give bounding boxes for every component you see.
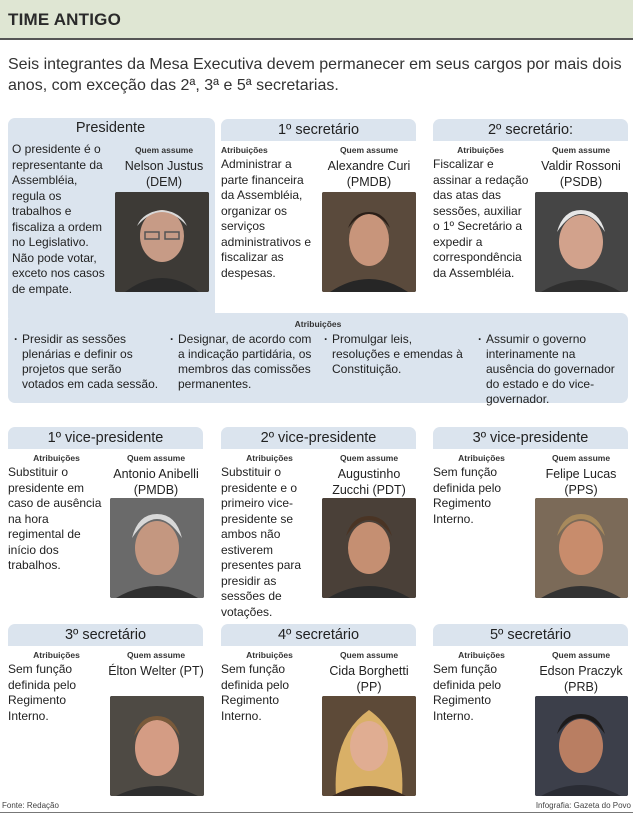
- president-photo: [115, 192, 209, 292]
- card-2-text: Fiscalizar e assinar a redação das atas das sessões, auxiliar o 1º Secretário a expedir a correspondência da Assembléia.: [433, 157, 529, 280]
- card-3-who-label: Quem assume: [126, 453, 186, 463]
- card-1-attr-label: Atribuições: [221, 145, 268, 155]
- card-8-attr-label: Atribuições: [458, 650, 505, 660]
- card-1-text: Administrar a parte financeira da Assembléia, organizar os serviços administrativos e fiscalizar as despesas.: [221, 157, 312, 280]
- card-1-role: 1º secretário: [221, 119, 416, 141]
- card-6-role: 3º secretário: [8, 624, 203, 646]
- card-3-attr-label: Atribuições: [33, 453, 80, 463]
- header-bar: [0, 0, 633, 40]
- card-2-photo: [535, 192, 628, 292]
- bullet-2: · Designar, de acordo com a indicação partidária, os membros das comissões permanentes.: [178, 332, 318, 392]
- card-3-name: Antonio Anibelli (PMDB): [113, 467, 199, 497]
- card-4-role: 2º vice-presidente: [221, 427, 416, 449]
- bullet-3: · Promulgar leis, resoluções e emendas à Constituição.: [332, 332, 472, 377]
- card-6-text: Sem função definida pelo Regimento Interno.: [8, 662, 77, 723]
- card-5-role: 3º vice-presidente: [433, 427, 628, 449]
- card-4-photo: [322, 498, 416, 598]
- bullet-1: · Presidir as sessões plenárias e definir os projetos que serão votados em cada sessão.: [22, 332, 162, 392]
- president-who-label: Quem assume: [134, 145, 194, 155]
- card-3-text: Substituir o presidente em caso de ausência na hora regimental de início dos trabalhos.: [8, 465, 102, 572]
- card-4-who-label: Quem assume: [339, 453, 399, 463]
- president-role: Presidente: [75, 120, 146, 136]
- card-5-photo: [535, 498, 628, 598]
- card-7-attr-label: Atribuições: [246, 650, 293, 660]
- card-8-role: 5º secretário: [433, 624, 628, 646]
- card-5-name: Felipe Lucas (PPS): [545, 467, 617, 497]
- attributions-heading: Atribuições: [294, 319, 342, 329]
- card-5-attr-label: Atribuições: [458, 453, 505, 463]
- card-6-who-label: Quem assume: [126, 650, 186, 660]
- card-7-name: Cida Borghetti (PP): [329, 664, 409, 694]
- card-2-name: Valdir Rossoni (PSDB): [541, 159, 621, 189]
- card-2-attr-label: Atribuições: [457, 145, 504, 155]
- card-4-attr-label: Atribuições: [246, 453, 293, 463]
- president-text: O presidente é o representante da Assembléia, regula os trabalhos e fiscaliza a ordem no Legislativo. Não pode votar, exceto nos casos de empate.: [12, 142, 105, 296]
- page-title: TIME ANTIGO: [8, 10, 122, 29]
- card-7-who-label: Quem assume: [339, 650, 399, 660]
- card-1-who-label: Quem assume: [339, 145, 399, 155]
- source-note: Fonte: Redação: [2, 801, 59, 810]
- card-2-who-label: Quem assume: [551, 145, 611, 155]
- president-connector: [8, 296, 215, 318]
- card-5-text: Sem função definida pelo Regimento Interno.: [433, 465, 502, 526]
- card-8-name: Edson Praczyk (PRB): [539, 664, 623, 694]
- card-3-role: 1º vice-presidente: [8, 427, 203, 449]
- card-5-who-label: Quem assume: [551, 453, 611, 463]
- card-4-name: Augustinho Zucchi (PDT): [332, 467, 406, 497]
- card-2-role: 2º secretário:: [433, 119, 628, 141]
- card-4-text: Substituir o presidente e o primeiro vice-presidente se ambos não estiverem presentes para presidir as sessões de votações.: [221, 465, 302, 619]
- card-8-text: Sem função definida pelo Regimento Interno.: [433, 662, 502, 723]
- card-6-name: Élton Welter (PT): [108, 664, 204, 678]
- card-7-role: 4º secretário: [221, 624, 416, 646]
- card-6-photo: [110, 696, 204, 796]
- card-7-text: Sem função definida pelo Regimento Interno.: [221, 662, 290, 723]
- credit-note: Infografia: Gazeta do Povo: [535, 801, 631, 810]
- bullet-4: · Assumir o governo interinamente na ausência do governador do estado e do vice-governador.: [486, 332, 621, 407]
- card-7-photo: [322, 696, 416, 796]
- card-6-attr-label: Atribuições: [33, 650, 80, 660]
- bottom-rule: [0, 812, 633, 813]
- card-8-who-label: Quem assume: [551, 650, 611, 660]
- card-1-photo: [322, 192, 416, 292]
- card-8-photo: [535, 696, 628, 796]
- card-1-name: Alexandre Curi (PMDB): [327, 159, 411, 189]
- card-3-photo: [110, 498, 204, 598]
- president-name: Nelson Justus (DEM): [124, 159, 204, 189]
- subtitle: Seis integrantes da Mesa Executiva devem permanecer em seus cargos por mais dois anos, com exceção das 2ª, 3ª e 5ª secretarias.: [8, 56, 622, 94]
